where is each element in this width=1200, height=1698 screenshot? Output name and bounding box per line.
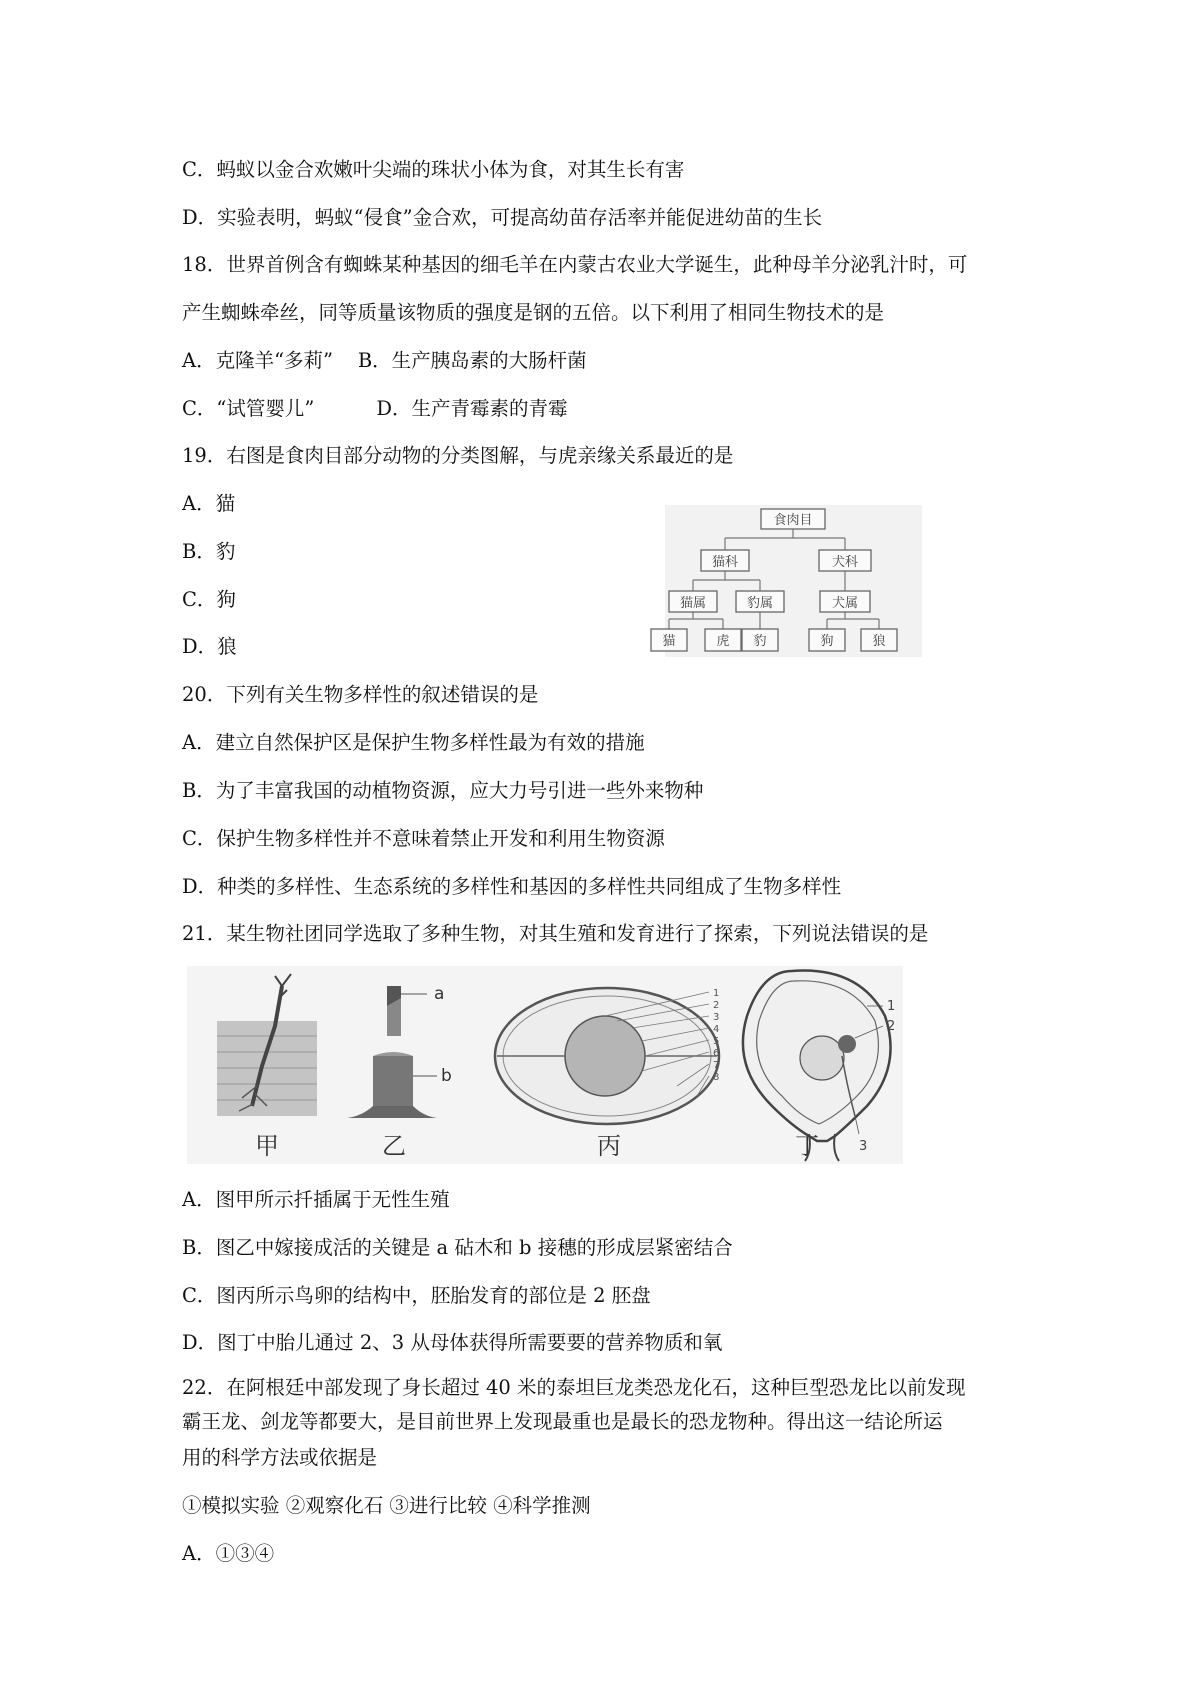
q17-option-d: D．实验表明，蚂蚁“侵食”金合欢，可提高幼苗存活率并能促进幼苗的生长 (182, 206, 823, 229)
figure-label-jia: 甲 (255, 1132, 279, 1160)
egg-number-5: 5 (713, 1036, 720, 1047)
egg-number-1: 1 (713, 988, 720, 999)
egg-number-6: 6 (713, 1048, 720, 1059)
diagram-genus-felis: 猫属 (679, 596, 707, 611)
egg-number-8: 8 (713, 1072, 720, 1083)
diagram-species-wolf: 狼 (872, 634, 886, 649)
egg-number-7: 7 (713, 1060, 720, 1071)
graft-label-b: b (441, 1066, 452, 1086)
diagram-order: 食肉目 (773, 513, 813, 528)
egg-number-4: 4 (713, 1024, 720, 1035)
q22-stem-line3: 用的科学方法或依据是 (182, 1446, 378, 1469)
q19-option-a: A．猫 (182, 492, 236, 515)
q21-stem: 21．某生物社团同学选取了多种生物，对其生殖和发育进行了探索，下列说法错误的是 (182, 922, 929, 945)
diagram-species-dog: 狗 (820, 634, 834, 649)
q20-option-b: B．为了丰富我国的动植物资源，应大力号引进一些外来物种 (182, 779, 704, 802)
diagram-genus-canis: 犬属 (831, 596, 859, 611)
q19-stem: 19．右图是食肉目部分动物的分类图解，与虎亲缘关系最近的是 (182, 444, 734, 467)
q22-option-a: A．①③④ (182, 1542, 275, 1565)
egg-number-3: 3 (713, 1012, 720, 1023)
diagram-species-leopard: 豹 (753, 634, 767, 649)
uterus-number-1: 1 (887, 999, 896, 1014)
q21-option-d: D．图丁中胎儿通过 2、3 从母体获得所需要要的营养物质和氧 (182, 1331, 723, 1354)
q18-options-ab: A．克隆羊“多莉” B．生产胰岛素的大肠杆菌 (182, 349, 587, 372)
q19-option-c: C．狗 (182, 588, 236, 611)
q22-stem-line2: 霸王龙、剑龙等都要大，是目前世界上发现最重也是最长的恐龙物种。得出这一结论所运 (182, 1410, 943, 1433)
figure-label-yi: 乙 (382, 1132, 406, 1160)
graft-label-a: a (434, 984, 445, 1004)
q19-option-b: B．豹 (182, 540, 236, 563)
q17-option-c: C．蚂蚁以金合欢嫩叶尖端的珠状小体为食，对其生长有害 (182, 158, 685, 181)
q18-stem-line1: 18．世界首例含有蜘蛛某种基因的细毛羊在内蒙古农业大学诞生，此种母羊分泌乳汁时，可 (182, 253, 968, 276)
egg-illustration (495, 988, 719, 1124)
q21-option-c: C．图丙所示鸟卵的结构中，胚胎发育的部位是 2 胚盘 (182, 1284, 651, 1307)
q19-option-d: D．狼 (182, 635, 237, 658)
diagram-family-felidae: 猫科 (711, 555, 739, 570)
q20-option-c: C．保护生物多样性并不意味着禁止开发和利用生物资源 (182, 827, 665, 850)
diagram-family-canidae: 犬科 (831, 555, 859, 570)
q21-option-a: A．图甲所示扦插属于无性生殖 (182, 1188, 450, 1211)
uterus-number-2: 2 (887, 1019, 896, 1034)
classification-diagram (662, 505, 922, 657)
diagram-species-cat: 猫 (662, 634, 676, 649)
reproduction-figures (187, 966, 903, 1164)
q22-methods: ①模拟实验 ②观察化石 ③进行比较 ④科学推测 (182, 1494, 591, 1517)
diagram-species-tiger: 虎 (716, 634, 730, 649)
q18-options-cd: C．“试管婴儿” D．生产青霉素的青霉 (182, 397, 568, 420)
q18-stem-line2: 产生蜘蛛牵丝，同等质量该物质的强度是钢的五倍。以下利用了相同生物技术的是 (182, 301, 885, 324)
q22-stem-line1: 22．在阿根廷中部发现了身长超过 40 米的泰坦巨龙类恐龙化石，这种巨型恐龙比以前发现 (182, 1376, 966, 1399)
figure-label-bing: 丙 (597, 1132, 621, 1160)
q20-stem: 20．下列有关生物多样性的叙述错误的是 (182, 683, 539, 706)
diagram-genus-panthera: 豹属 (746, 596, 774, 611)
q20-option-d: D．种类的多样性、生态系统的多样性和基因的多样性共同组成了生物多样性 (182, 875, 842, 898)
uterus-number-3: 3 (859, 1139, 868, 1154)
egg-number-2: 2 (713, 1000, 720, 1011)
q20-option-a: A．建立自然保护区是保护生物多样性最为有效的措施 (182, 731, 645, 754)
q21-option-b: B．图乙中嫁接成活的关键是 a 砧木和 b 接穗的形成层紧密结合 (182, 1236, 733, 1259)
figure-label-ding: 丁 (795, 1132, 819, 1160)
